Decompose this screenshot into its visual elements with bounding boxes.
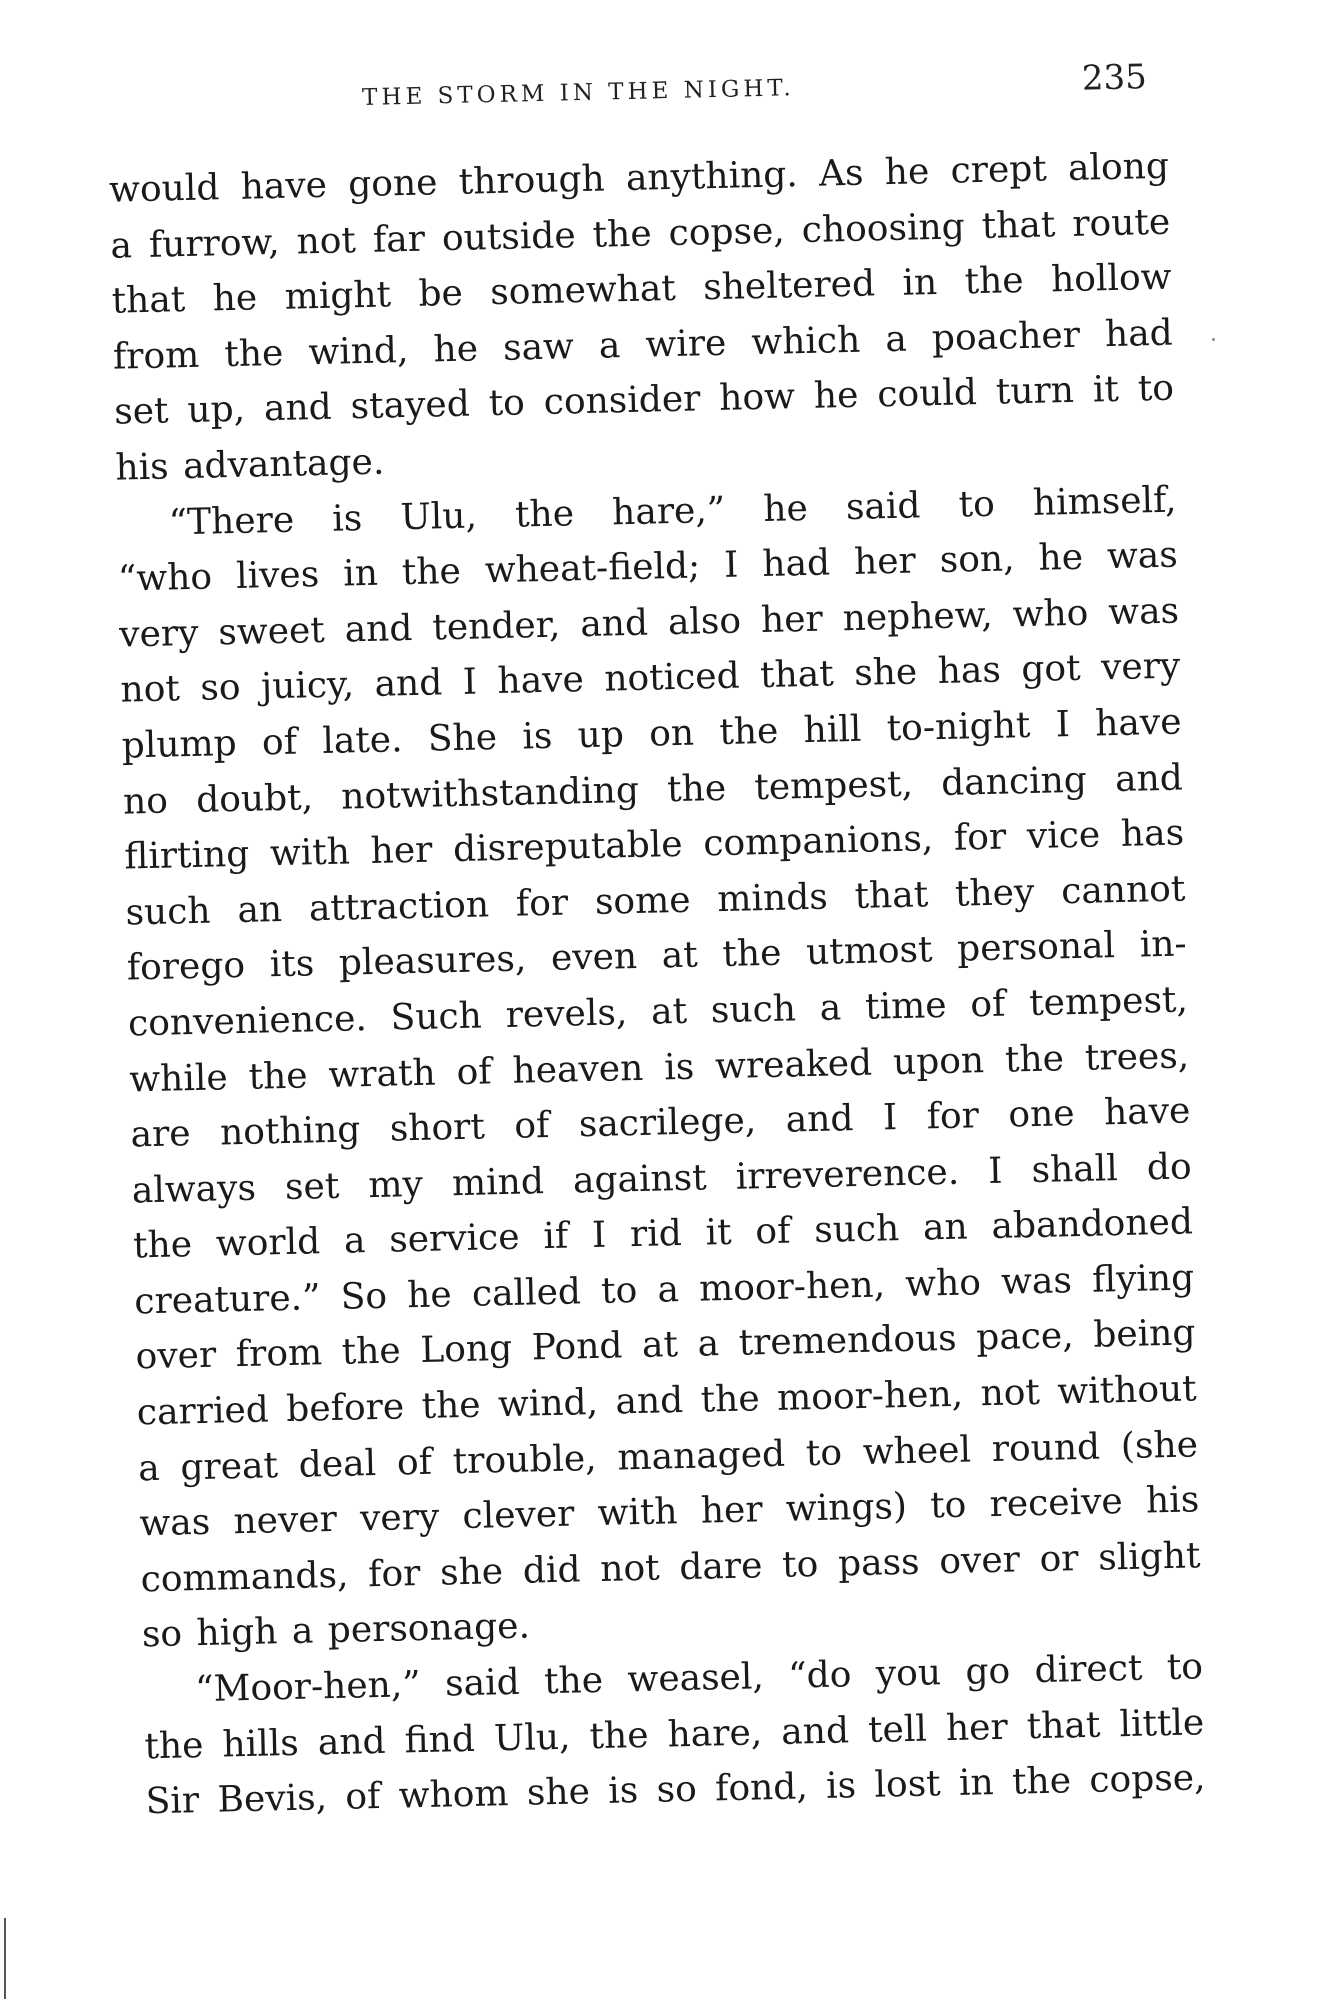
text-line: “There is Ulu, the hare,” he said to himself,: [168, 479, 1177, 544]
text-line: a furrow, not far outside the copse, choosing that route: [109, 201, 1171, 267]
body-text: [109, 139, 1207, 1830]
text-line: so high a personage.: [141, 1605, 531, 1656]
running-title: THE STORM IN THE NIGHT.: [361, 75, 795, 111]
text-line: creature.” So he called to a moor-hen, who was flying: [133, 1257, 1195, 1323]
text-line: not so juicy, and I have noticed that she has got very: [120, 645, 1181, 711]
text-line: always set my mind against irreverence. I shall do: [131, 1146, 1193, 1212]
text-line: set up, and stayed to consider how he could turn it to: [113, 368, 1175, 434]
text-line: “who lives in the wheat-field; I had her son, he was: [117, 534, 1179, 600]
text-line: was never very clever with her wings) to receive his: [138, 1479, 1200, 1545]
margin-speck: [1212, 338, 1215, 341]
text-line: the hills and find Ulu, the hare, and tell her that little: [144, 1701, 1205, 1767]
text-line: plump of late. She is up on the hill to-night I have: [121, 701, 1182, 767]
text-line: Sir Bevis, of whom she is so fond, is lost in the copse,: [145, 1757, 1206, 1823]
text-line: very sweet and tender, and also her nephew, who was: [118, 590, 1180, 656]
text-line: that he might be somewhat sheltered in the hollow: [111, 256, 1172, 322]
text-line: his advantage.: [115, 441, 385, 489]
text-line: a great deal of trouble, managed to wheel round (she: [137, 1424, 1199, 1490]
text-line: are nothing short of sacrilege, and I for one have: [130, 1090, 1191, 1156]
text-line: forego its pleasures, even at the utmost personal in-: [126, 923, 1188, 989]
text-line: while the wrath of heaven is wreaked upon the trees,: [128, 1034, 1190, 1100]
text-line: over from the Long Pond at a tremendous pace, being: [135, 1312, 1196, 1378]
text-line: “Moor-hen,” said the weasel, “do you go direct to: [194, 1646, 1204, 1711]
text-line: from the wind, he saw a wire which a poacher had: [112, 312, 1174, 378]
text-line: carried before the wind, and the moor-hen, not without: [136, 1368, 1198, 1434]
page-number: 235: [1081, 57, 1148, 99]
gutter-edge-line: [4, 1918, 6, 1999]
text-line: would have gone through anything. As he crept along: [108, 145, 1170, 211]
text-line: commands, for she did not dare to pass over or slight: [140, 1535, 1201, 1601]
text-line: such an attraction for some minds that they cannot: [125, 868, 1186, 934]
text-line: no doubt, notwithstanding the tempest, dancing and: [122, 757, 1184, 823]
text-line: convenience. Such revels, at such a time of tempest,: [127, 979, 1189, 1045]
text-line: flirting with her disreputable companions, for vice has: [123, 812, 1185, 878]
text-line: the world a service if I rid it of such an abandoned: [132, 1201, 1194, 1267]
